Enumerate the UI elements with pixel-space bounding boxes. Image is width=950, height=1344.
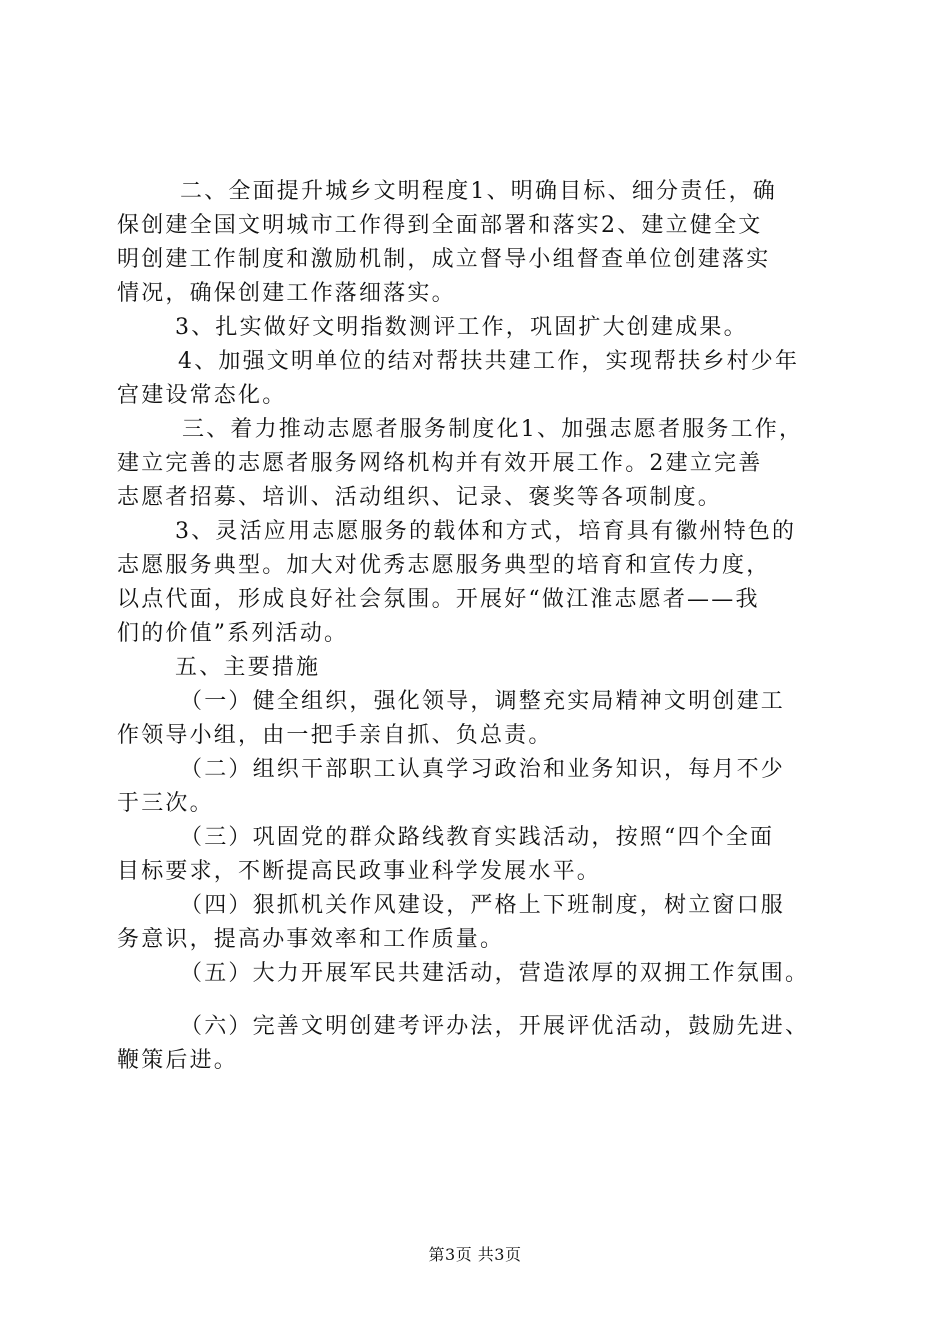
text-line: 3、灵活应用志愿服务的载体和方式，培育具有徽州特色的: [175, 519, 797, 544]
text-line: 明创建工作制度和激励机制，成立督导小组督查单位创建落实: [117, 247, 771, 272]
text-line: 建立完善的志愿者服务网络机构并有效开展工作。2建立完善: [117, 451, 763, 476]
text-line: 宫建设常态化。: [117, 383, 287, 408]
text-line: （一）健全组织，强化领导，调整充实局精神文明创建工: [180, 689, 786, 714]
text-line: （五）大力开展军民共建活动，营造浓厚的双拥工作氛围。: [180, 961, 810, 986]
text-line: 3、扎实做好文明指数测评工作，巩固扩大创建成果。: [175, 315, 748, 340]
text-line: 作领导小组，由一把手亲自抓、负总责。: [117, 723, 553, 748]
text-line: 三、着力推动志愿者服务制度化1、加强志愿者服务工作，: [182, 417, 804, 442]
text-line: 保创建全国文明城市工作得到全面部署和落实2、建立健全文: [117, 213, 763, 238]
text-line: 务意识，提高办事效率和工作质量。: [117, 927, 505, 952]
text-line: 目标要求，不断提高民政事业科学发展水平。: [117, 859, 602, 884]
text-line: 于三次。: [117, 791, 214, 816]
text-line: （六）完善文明创建考评办法，开展评优活动，鼓励先进、: [180, 1014, 810, 1039]
text-line: 以点代面，形成良好社会氛围。开展好“做江淮志愿者——我: [117, 587, 760, 612]
page-number-footer: 第3页 共3页: [428, 1245, 522, 1264]
text-line: 们的价值”系列活动。: [117, 621, 349, 646]
text-line: 志愿服务典型。加大对优秀志愿服务典型的培育和宣传力度，: [117, 553, 771, 578]
text-line: 鞭策后进。: [117, 1048, 239, 1073]
text-line: 情况，确保创建工作落细落实。: [117, 281, 456, 306]
text-line: 4、加强文明单位的结对帮扶共建工作，实现帮扶乡村少年: [178, 349, 800, 374]
text-line: 二、全面提升城乡文明程度1、明确目标、细分责任，确: [180, 179, 777, 204]
text-line: 五、主要措施: [175, 655, 321, 680]
text-line: （四）狠抓机关作风建设，严格上下班制度，树立窗口服: [180, 893, 786, 918]
text-line: 志愿者招募、培训、活动组织、记录、褒奖等各项制度。: [117, 485, 723, 510]
text-line: （三）巩固党的群众路线教育实践活动，按照“四个全面: [180, 825, 775, 850]
text-line: （二）组织干部职工认真学习政治和业务知识，每月不少: [180, 757, 786, 782]
